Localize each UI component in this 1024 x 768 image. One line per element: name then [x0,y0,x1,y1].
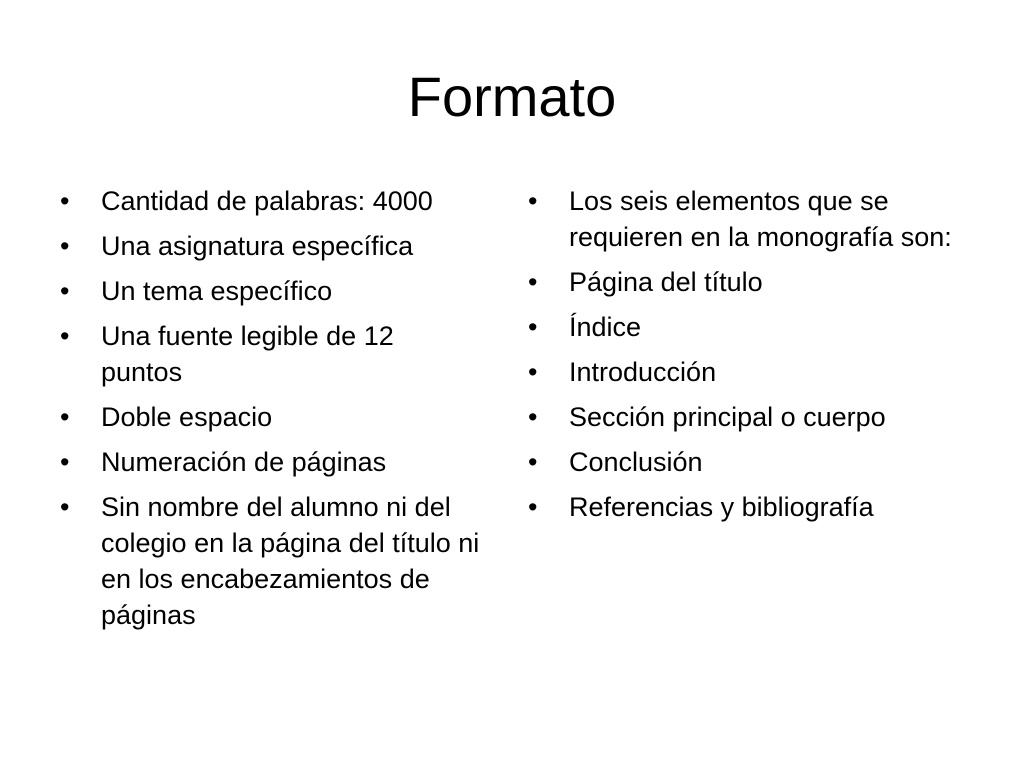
list-item-text: Introducción [569,357,717,387]
list-item-text: Sección principal o cuerpo [569,402,886,432]
list-item-text: Doble espacio [101,402,273,432]
bullet-icon: • [528,357,538,387]
bullet-icon: • [528,402,538,432]
bullet-icon: • [528,447,538,477]
slide-title: Formato [407,65,617,128]
list-item [60,444,480,480]
bullet-icon: • [528,186,538,216]
list-item [528,354,968,390]
list-item [60,318,411,390]
left-bullet-list [60,183,480,642]
list-item-text: Conclusión [569,447,703,477]
list-item [60,183,480,219]
list-item [60,273,480,309]
list-item-text: Los seis elementos que se requieren en la monografía son: [569,186,952,252]
list-item [528,264,968,300]
list-item [60,489,480,633]
bullet-icon: • [528,267,538,297]
bullet-icon: • [528,492,538,522]
list-item-text: Una fuente legible de 12 puntos [101,321,394,387]
list-item-text: Página del título [569,267,763,297]
list-item [528,399,968,435]
list-item [528,183,968,255]
right-bullet-list [528,183,968,534]
list-item-text: Índice [569,312,642,342]
list-item-text: Referencias y bibliografía [569,492,874,522]
bullet-icon: • [60,186,70,216]
list-item-text: Sin nombre del alumno ni del colegio en la página del título ni en los encabezamientos de páginas [101,492,480,630]
list-item [528,489,968,525]
list-item [528,444,968,480]
list-item [60,399,480,435]
bullet-icon: • [60,447,70,477]
list-item-text: Cantidad de palabras: 4000 [101,186,433,216]
list-item-text: Una asignatura específica [101,231,414,261]
list-item [60,228,480,264]
bullet-icon: • [60,231,70,261]
bullet-icon: • [60,321,70,351]
bullet-icon: • [60,276,70,306]
list-item-text: Numeración de páginas [101,447,387,477]
bullet-icon: • [528,312,538,342]
bullet-icon: • [60,402,70,432]
list-item-text: Un tema específico [101,276,333,306]
bullet-icon: • [60,492,70,522]
list-item [528,309,968,345]
